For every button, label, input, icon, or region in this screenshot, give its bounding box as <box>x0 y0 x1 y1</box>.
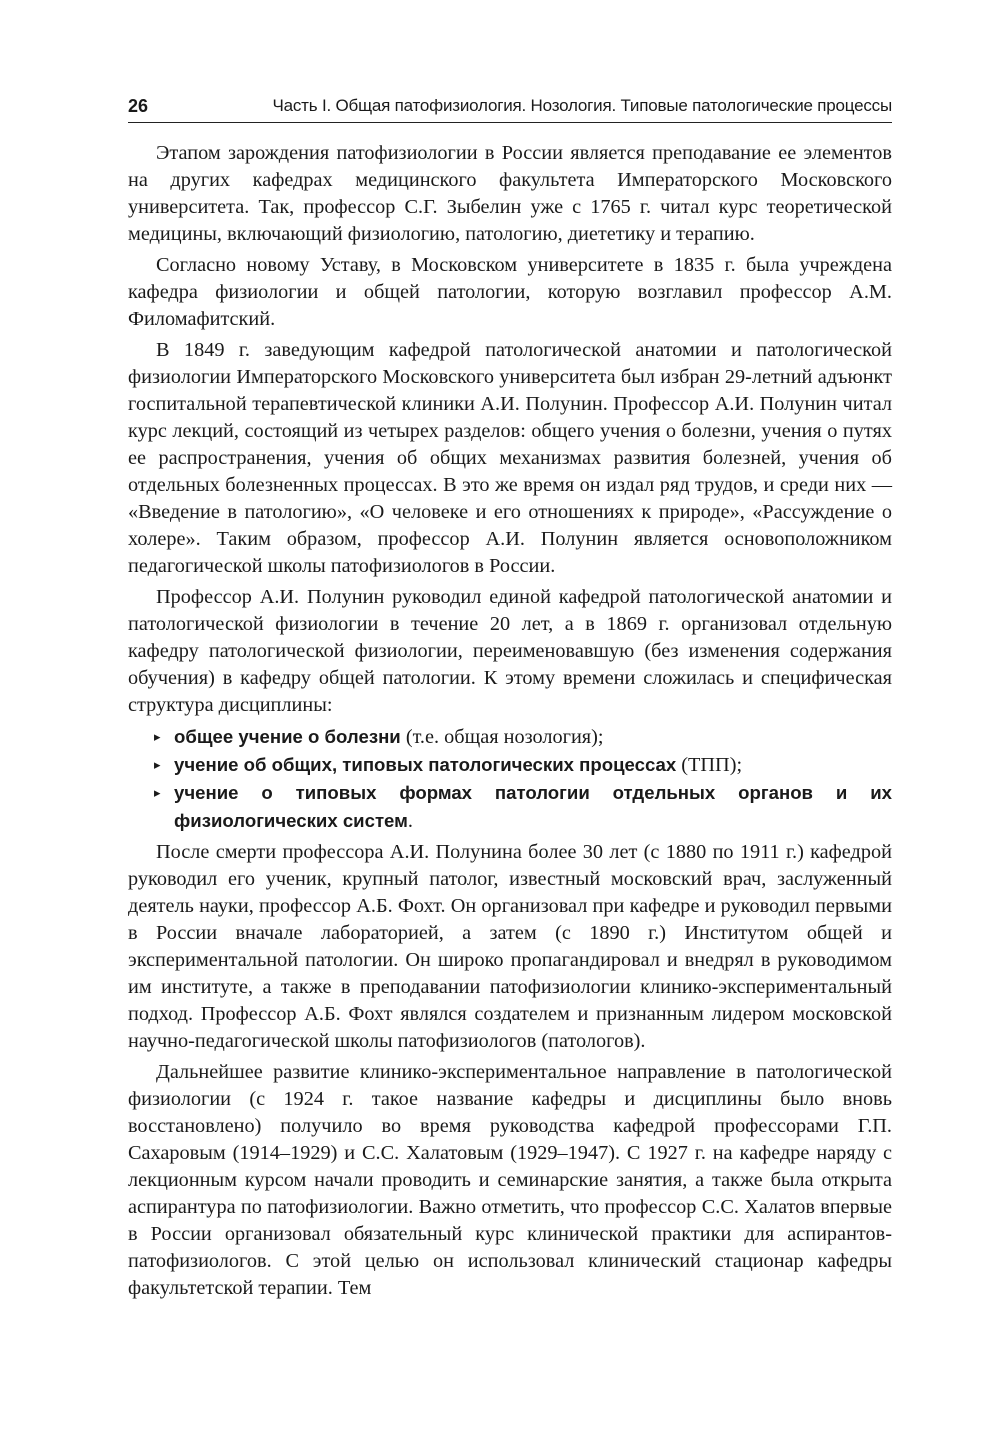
list-item-term: учение об общих, типовых патологических процессах <box>174 754 677 775</box>
page-header <box>128 88 892 123</box>
body-text <box>128 140 892 1306</box>
list-item <box>128 723 892 751</box>
list-item <box>128 779 892 835</box>
page-number: 26 <box>128 96 149 116</box>
discipline-structure-list <box>128 723 892 835</box>
list-item-term: учение о типовых формах патологии отдельных органов и их физиологических систем <box>174 782 892 831</box>
triangle-bullet-icon: ▸ <box>154 785 161 800</box>
triangle-bullet-icon: ▸ <box>154 757 161 772</box>
list-item-term: общее учение о болезни <box>174 726 401 747</box>
paragraph: Этапом зарождения патофизиологии в России является преподавание ее элементов на других кафедрах медицинского факультета Императорского Московского университета. Так, профессор С.Г. Зыбелин уже с 1765 г. читал курс теоретической медицины, включающий физиологию, патологию, диететику и терапию. <box>128 142 892 245</box>
list-item-detail: (т.е. общая нозология); <box>400 726 604 748</box>
triangle-bullet-icon: ▸ <box>154 729 161 744</box>
running-title: Часть I. Общая патофизиология. Нозология. Типовые патологические процессы <box>272 96 892 115</box>
paragraph: Профессор А.И. Полунин руководил единой кафедрой патологической анатомии и патологической физиологии в течение 20 лет, а в 1869 г. организовал отдельную кафедру патологической физиологии, переименовавшую (без изменения содержания обучения) в кафедру общей патологии. К этому времени сложилась и специфическая структура дисциплины: <box>128 586 892 716</box>
list-item-detail: . <box>407 810 413 832</box>
list-item <box>128 751 892 779</box>
paragraph: Согласно новому Уставу, в Московском университете в 1835 г. была учреждена кафедра физиологии и общей патологии, которую возглавил профессор А.М. Филомафитский. <box>128 254 892 330</box>
paragraph: Дальнейшее развитие клинико-экспериментальное направление в патологической физиологии (с 1924 г. такое название кафедры и дисциплины было вновь восстановлено) получило во время руководства кафедрой профессорами Г.П. Сахаровым (1914–1929) и С.С. Халатовым (1929–1947). С 1927 г. на кафедре наряду с лекционным курсом начали проводить и семинарские занятия, а также была открыта аспирантура по патофизиологии. Важно отметить, что профессор С.С. Халатов впервые в России организовал обязательный курс клинической практики для аспирантов-патофизиологов. С этой целью он использовал клинический стационар кафедры факультетской терапии. Тем <box>128 1061 892 1299</box>
paragraph: В 1849 г. заведующим кафедрой патологической анатомии и патологической физиологии Императорского Московского университета был избран 29-летний адъюнкт госпитальной терапевтической клиники А.И. Полунин. Профессор А.И. Полунин читал курс лекций, состоящий из четырех разделов: общего учения о болезни, учения о путях ее распространения, учения об общих механизмах развития болезней, учения об отдельных болезненных процессах. В это же время он издал ряд трудов, и среди них — «Введение в патологию», «О человеке и его отношениях к природе», «Рассуждение о холере». Таким образом, профессор А.И. Полунин является основоположником педагогической школы патофизиологов в России. <box>128 339 892 577</box>
paragraph: После смерти профессора А.И. Полунина более 30 лет (с 1880 по 1911 г.) кафедрой руководил его ученик, крупный патолог, известный московский врач, заслуженный деятель науки, профессор А.Б. Фохт. Он организовал при кафедре и руководил первыми в России вначале лабораторией, а затем (с 1890 г.) Институтом общей и экспериментальной патологии. Он широко пропагандировал и внедрял в руководимом им институте, а также в преподавании патофизиологии клинико-экспериментальный подход. Профессор А.Б. Фохт являлся создателем и признанным лидером московской научно-педагогической школы патофизиологов (патологов). <box>128 841 892 1052</box>
list-item-detail: (ТПП); <box>676 754 743 776</box>
